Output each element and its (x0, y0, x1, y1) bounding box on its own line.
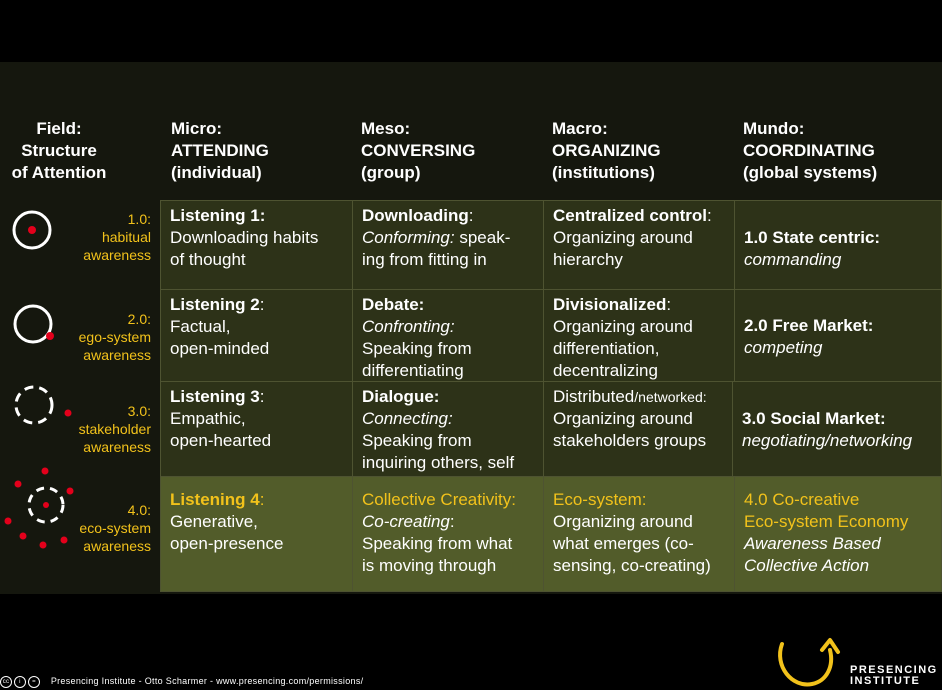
level-number: 3.0: (127, 403, 151, 419)
presencing-institute-logo-icon (772, 636, 848, 690)
mundo-header-line: COORDINATING (743, 141, 875, 160)
cell-title: Distributed (553, 387, 635, 406)
attribution-icon: i (14, 676, 26, 688)
macro-header-line: (institutions) (552, 163, 655, 182)
cell-mundo-4 (734, 476, 942, 592)
attention-level-icons (0, 196, 80, 566)
cell-line: Factual, (170, 317, 231, 336)
level-name: ego-system (78, 329, 151, 345)
cell-italic: Collective Action (744, 556, 870, 575)
cell-line: is moving through (362, 556, 497, 575)
cell-line: Speaking from what (362, 534, 513, 553)
cell-line: Organizing around (553, 317, 693, 336)
cell-title: Eco-system: (553, 490, 647, 509)
cell-italic: commanding (744, 250, 842, 269)
cell-line: Generative, (170, 512, 258, 531)
cell-italic: Confronting: (362, 317, 455, 336)
cell-mundo-1 (734, 200, 942, 290)
cell-title-colon: : (259, 295, 265, 314)
cell-line: decentralizing (553, 361, 658, 380)
cell-title: Debate: (362, 295, 425, 314)
mundo-header-line: Mundo: (743, 119, 805, 138)
macro-header-line: ORGANIZING (552, 141, 661, 160)
cell-line: open-presence (170, 534, 284, 553)
micro-header-line: ATTENDING (171, 141, 269, 160)
meso-header-line: CONVERSING (361, 141, 476, 160)
macro-header-line: Macro: (552, 119, 608, 138)
cell-title: Collective Creativity: (362, 490, 516, 509)
cell-title: Listening 2 (170, 295, 260, 314)
field-header-line: of Attention (11, 163, 107, 182)
cell-title: 1.0 State centric: (744, 228, 881, 247)
level-suffix: awareness (83, 439, 151, 455)
field-header (0, 118, 118, 184)
cell-line: what emerges (co- (553, 534, 694, 553)
cell-title-colon: : (666, 295, 672, 314)
level-label-3 (79, 402, 151, 456)
cell-mundo-2 (734, 289, 942, 382)
cell-line: stakeholders groups (553, 431, 707, 450)
level-name: habitual (101, 229, 151, 245)
cell-italic: Conforming: (362, 228, 455, 247)
cell-micro-4 (160, 476, 353, 592)
cell-italic: negotiating/networking (742, 431, 913, 450)
cell-micro-1 (160, 200, 353, 290)
cell-italic: Awareness Based (744, 534, 881, 553)
cell-line: : (449, 512, 455, 531)
cell-title: Listening 4 (170, 490, 260, 509)
level-label-2 (79, 310, 151, 364)
macro-header (552, 118, 661, 184)
cell-meso-4 (352, 476, 544, 592)
cell-line: differentiating (362, 361, 464, 380)
cell-macro-3 (543, 381, 733, 477)
level-suffix: awareness (83, 538, 151, 554)
cell-italic: Connecting: (362, 409, 453, 428)
footer-text: Presencing Institute - Otto Scharmer - www.presencing.com/permissions/ (50, 676, 364, 687)
cell-micro-2 (160, 289, 353, 382)
field-header-line: Field: (36, 119, 82, 138)
micro-header (171, 118, 269, 184)
cell-line: sensing, co-creating) (553, 556, 711, 575)
cell-italic: Co-creating (362, 512, 450, 531)
cell-line: of thought (170, 250, 246, 269)
cell-title: Downloading (362, 206, 469, 225)
habitual-awareness-icon (14, 212, 50, 248)
cell-macro-1 (543, 200, 735, 290)
cc-license-icon: cc (0, 676, 12, 688)
cell-title-colon: : (706, 206, 712, 225)
meso-header-line: Meso: (361, 119, 411, 138)
cell-mundo-3 (732, 381, 942, 477)
cell-title-colon: : (259, 387, 265, 406)
logo-line: PRESENCING (850, 664, 938, 676)
level-name: eco-system (79, 520, 151, 536)
cell-title: Listening 3 (170, 387, 260, 406)
cell-line: Speaking from (362, 431, 472, 450)
level-suffix: awareness (83, 247, 151, 263)
cell-title: 4.0 Co-creative (744, 490, 860, 509)
cell-line: speak- (454, 228, 511, 247)
cell-line: hierarchy (553, 250, 623, 269)
cell-line: Organizing around (553, 512, 693, 531)
cell-title-suffix: /networked: (634, 389, 707, 405)
footer-credit (0, 676, 363, 688)
cell-line: ing from fitting in (362, 250, 487, 269)
cell-line: Empathic, (170, 409, 246, 428)
cell-line: Speaking from (362, 339, 472, 358)
ego-system-awareness-icon (15, 306, 54, 342)
meso-header-line: (group) (361, 163, 421, 182)
cell-meso-3 (352, 381, 544, 477)
field-header-line: Structure (21, 141, 97, 160)
level-number: 2.0: (127, 311, 151, 327)
cell-line: Eco-system Economy (744, 512, 909, 531)
level-suffix: awareness (83, 347, 151, 363)
cell-title: Centralized control (553, 206, 707, 225)
micro-header-line: (individual) (171, 163, 262, 182)
cell-title: 2.0 Free Market: (744, 316, 874, 335)
cell-title: Listening 1: (170, 206, 266, 225)
level-label-1 (83, 210, 151, 264)
eco-system-awareness-icon (5, 468, 81, 549)
cell-title-colon: : (468, 206, 474, 225)
meso-header (361, 118, 475, 184)
cell-macro-4 (543, 476, 735, 592)
cell-title: 3.0 Social Market: (742, 409, 886, 428)
cell-italic: competing (744, 338, 823, 357)
stakeholder-awareness-icon (16, 387, 72, 423)
cell-line: inquiring others, self (362, 453, 515, 472)
no-derivatives-icon: = (28, 676, 40, 688)
cell-title: Divisionalized (553, 295, 667, 314)
logo-text (850, 665, 938, 687)
level-number: 1.0: (127, 211, 151, 227)
cell-line: differentiation, (553, 339, 660, 358)
cell-line: Downloading habits (170, 228, 319, 247)
cell-meso-2 (352, 289, 544, 382)
level-number: 4.0: (127, 502, 151, 518)
logo-line: INSTITUTE (850, 675, 921, 687)
cell-line: open-hearted (170, 431, 272, 450)
mundo-header (743, 118, 877, 184)
cell-line: Organizing around (553, 409, 693, 428)
mundo-header-line: (global systems) (743, 163, 878, 182)
micro-header-line: Micro: (171, 119, 222, 138)
level-name: stakeholder (78, 421, 151, 437)
cell-line: Organizing around (553, 228, 693, 247)
cell-macro-2 (543, 289, 735, 382)
cell-title-colon: : (259, 490, 265, 509)
cell-title: Dialogue: (362, 387, 440, 406)
level-label-4 (79, 501, 151, 555)
cell-line: open-minded (170, 339, 270, 358)
cell-micro-3 (160, 381, 353, 477)
cell-meso-1 (352, 200, 544, 290)
